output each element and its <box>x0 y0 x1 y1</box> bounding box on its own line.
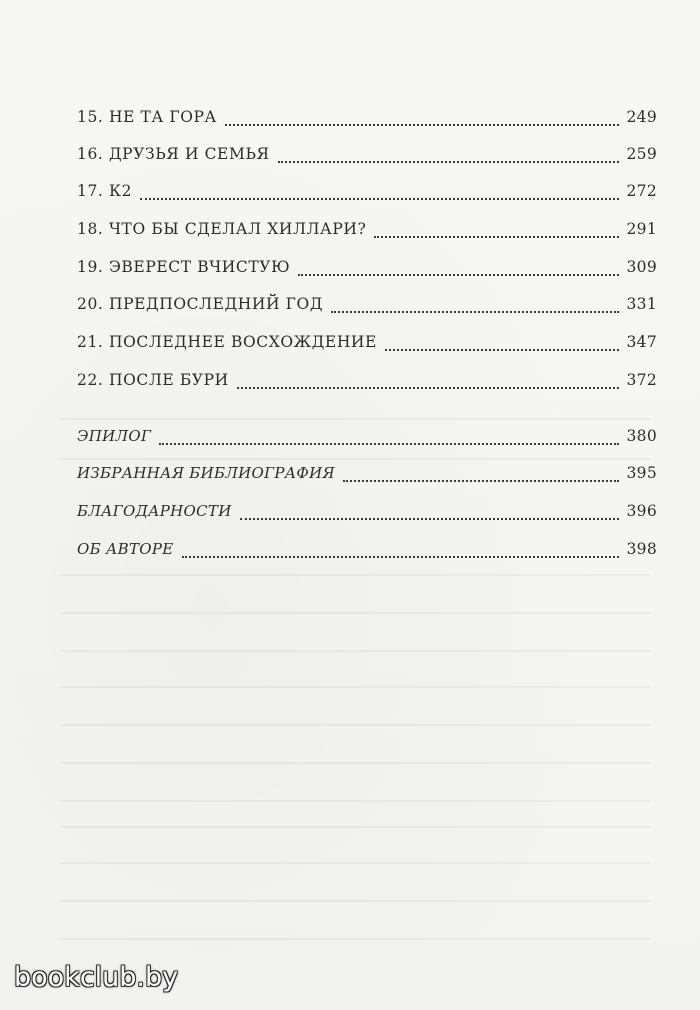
toc-entry-title: 20. ПРЕДПОСЛЕДНИЙ ГОД <box>77 295 324 313</box>
bleed-through-line <box>60 800 650 802</box>
toc-entry-about-author[interactable] <box>77 540 657 564</box>
site-watermark: bookclub.by <box>14 962 179 993</box>
toc-entry-chapter-22[interactable] <box>77 371 657 395</box>
toc-entry-title: ИЗБРАННАЯ БИБЛИОГРАФИЯ <box>77 464 335 482</box>
dot-leader <box>343 480 619 482</box>
toc-entry-title: 22. ПОСЛЕ БУРИ <box>77 371 229 389</box>
dot-leader <box>182 556 619 558</box>
toc-entry-page: 259 <box>626 145 657 163</box>
bleed-through-line <box>60 938 650 940</box>
toc-entry-page: 272 <box>626 182 657 200</box>
dot-leader <box>140 198 618 200</box>
bleed-through-line <box>60 900 650 902</box>
toc-entry-chapter-15[interactable] <box>77 108 657 132</box>
bleed-through-line <box>60 862 650 864</box>
dot-leader <box>237 387 619 389</box>
toc-entry-title: 16. ДРУЗЬЯ И СЕМЬЯ <box>77 145 270 163</box>
toc-entry-acknowledgements[interactable] <box>77 502 657 526</box>
toc-entry-title: 19. ЭВЕРЕСТ ВЧИСТУЮ <box>77 258 291 276</box>
toc-entry-chapter-18[interactable] <box>77 220 657 244</box>
toc-entry-title: 17. К2 <box>77 182 133 200</box>
toc-entry-title: ОБ АВТОРЕ <box>77 540 174 558</box>
bleed-through-line <box>60 826 650 828</box>
toc-entry-epilogue[interactable] <box>77 427 657 451</box>
toc-entry-title: 21. ПОСЛЕДНЕЕ ВОСХОЖДЕНИЕ <box>77 333 377 351</box>
toc-entry-page: 395 <box>626 464 657 482</box>
toc-entry-page: 372 <box>626 371 657 389</box>
toc-entry-page: 347 <box>626 333 657 351</box>
dot-leader <box>278 161 619 163</box>
toc-entry-title: 15. НЕ ТА ГОРА <box>77 108 217 126</box>
toc-entry-chapter-19[interactable] <box>77 258 657 282</box>
toc-entry-title: БЛАГОДАРНОСТИ <box>77 502 232 520</box>
dot-leader <box>385 349 619 351</box>
toc-entry-page: 396 <box>626 502 657 520</box>
toc-entry-page: 291 <box>626 220 657 238</box>
dot-leader <box>159 443 618 445</box>
bleed-through-line <box>60 458 650 460</box>
dot-leader <box>374 236 618 238</box>
dot-leader <box>298 274 618 276</box>
toc-entry-page: 331 <box>626 295 657 313</box>
toc-entry-page: 380 <box>626 427 657 445</box>
toc-entry-bibliography[interactable] <box>77 464 657 488</box>
dot-leader <box>225 124 619 126</box>
toc-entry-chapter-17[interactable] <box>77 182 657 206</box>
toc-entry-page: 309 <box>626 258 657 276</box>
bleed-through-line <box>60 612 650 614</box>
toc-entry-chapter-16[interactable] <box>77 145 657 169</box>
bleed-through-line <box>60 724 650 726</box>
toc-entry-chapter-21[interactable] <box>77 333 657 357</box>
bleed-through-line <box>60 650 650 652</box>
toc-entry-page: 398 <box>626 540 657 558</box>
dot-leader <box>240 518 619 520</box>
toc-entry-title: ЭПИЛОГ <box>77 427 152 445</box>
toc-entry-chapter-20[interactable] <box>77 295 657 319</box>
bleed-through-line <box>60 574 650 576</box>
bleed-through-line <box>60 686 650 688</box>
toc-entry-title: 18. ЧТО БЫ СДЕЛАЛ ХИЛЛАРИ? <box>77 220 367 238</box>
toc-entry-page: 249 <box>626 108 657 126</box>
bleed-through-line <box>60 418 650 420</box>
dot-leader <box>331 311 618 313</box>
bleed-through-line <box>60 762 650 764</box>
